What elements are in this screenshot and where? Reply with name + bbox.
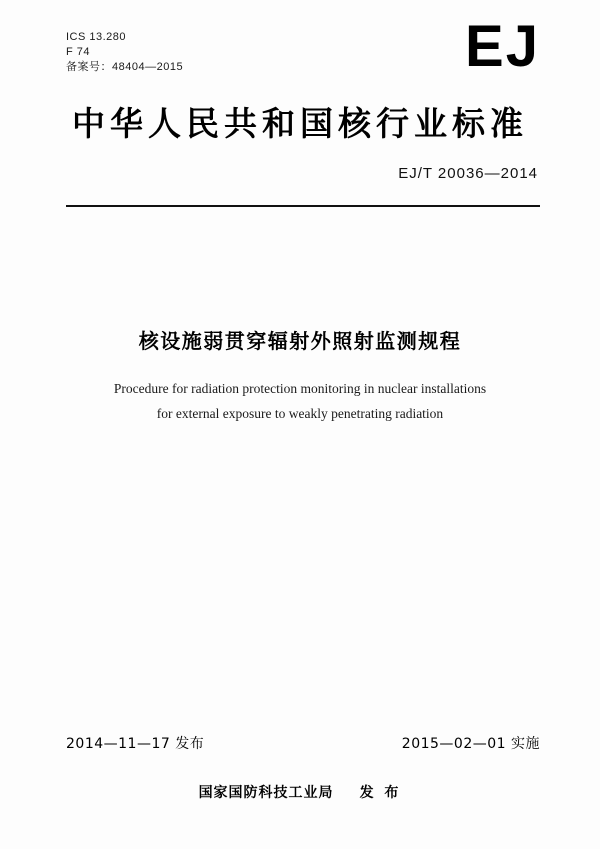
publisher-name: 国家国防科技工业局	[198, 785, 334, 801]
document-title-english-line1: Procedure for radiation protection monitoring in nuclear installations	[113, 381, 487, 396]
issue-date: 2014—11—17 发布	[66, 736, 205, 752]
ics-code: ICS 13.280	[66, 31, 127, 43]
ej-logo: EJ	[465, 14, 540, 79]
effective-date: 2015—02—01 实施	[401, 736, 540, 752]
ics-metadata-block	[66, 30, 183, 75]
classification-code: F 74	[66, 46, 91, 58]
horizontal-divider	[66, 205, 540, 207]
document-title-english-line2: for external exposure to weakly penetrating radiation	[156, 406, 444, 421]
publish-label: 发 布	[359, 785, 402, 801]
series-title: 中华人民共和国核行业标准	[72, 104, 528, 143]
document-title-chinese: 核设施弱贯穿辐射外照射监测规程	[138, 329, 462, 353]
record-number: 备案号：48404—2015	[66, 61, 184, 73]
standard-number: EJ/T 20036—2014	[398, 165, 538, 182]
publisher-row	[0, 782, 600, 802]
document-title-english	[70, 376, 530, 426]
date-row	[66, 733, 540, 753]
